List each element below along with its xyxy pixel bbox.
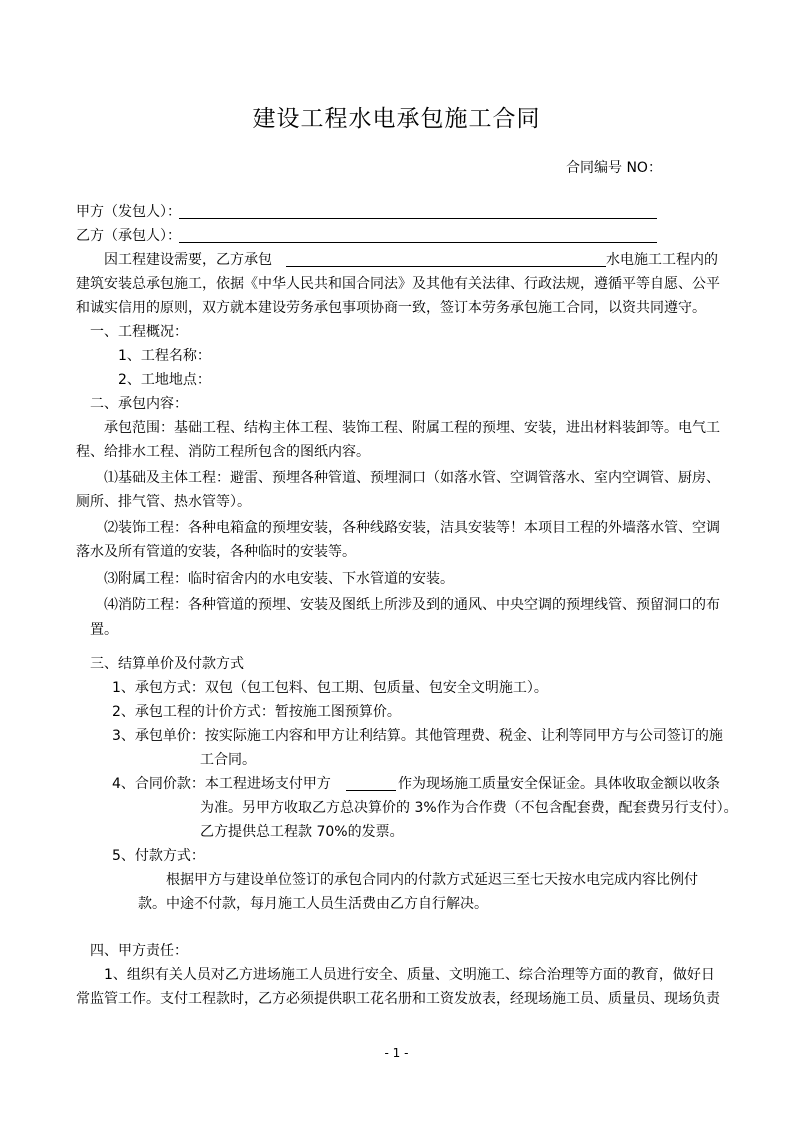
section-4-heading: 四、甲方责任： xyxy=(90,943,188,959)
section-2-heading: 二、承包内容： xyxy=(90,396,188,412)
scope-item-2-line-1: ⑵装饰工程：各种电箱盒的预埋安装，各种线路安装，洁具安装等！本项目工程的外墙落水管、空调 xyxy=(104,520,720,536)
document-title: 建设工程水电承包施工合同 xyxy=(252,106,541,132)
section-1-item-1: 1、工程名称： xyxy=(118,348,211,364)
scope-item-3: ⑶附属工程：临时宿舍内的水电安装、下水管道的安装。 xyxy=(104,571,454,587)
scope-item-4-line-1: ⑷消防工程：各种管道的预埋、安装及图纸上所涉及到的通风、中央空调的预埋线管、预留洞口的布 xyxy=(104,597,720,613)
section-1-heading: 一、工程概况： xyxy=(90,324,188,340)
scope-item-1-line-2: 厕所、排气管、热水管等）。 xyxy=(76,494,251,510)
deposit-amount-blank xyxy=(346,790,396,791)
party-a-label: 甲方（发包人）： xyxy=(76,204,181,220)
scope-line-1: 承包范围：基础工程、结构主体工程、装饰工程、附属工程的预埋、安装，进出材料装卸等。电气工 xyxy=(104,420,720,436)
party-a-duty-line-1: 1、组织有关人员对乙方进场施工人员进行安全、质量、文明施工、综合治理等方面的教育，做好日 xyxy=(104,967,715,983)
payment-method-line-2: 款。中途不付款，每月施工人员生活费由乙方自行解决。 xyxy=(138,896,488,912)
section-1-item-2: 2、工地地点： xyxy=(118,372,211,388)
scope-item-1-line-1: ⑴基础及主体工程：避雷、预埋各种管道、预埋洞口（如落水管、空调管落水、室内空调管、厨房、 xyxy=(104,470,720,486)
settlement-item-5: 5、付款方式： xyxy=(112,848,205,864)
settlement-item-3-line-1: 3、承包单价：按实际施工内容和甲方让利结算。其他管理费、税金、让利等同甲方与公司签订的施 xyxy=(112,728,723,744)
scope-item-4-line-2: 置。 xyxy=(90,622,118,638)
settlement-item-3-line-2: 工合同。 xyxy=(200,752,256,768)
settlement-item-4-line-2: 为准。另甲方收取乙方总决算价的 3%作为合作费（不包含配套费，配套费另行支付）。 xyxy=(200,800,738,816)
contract-number-label: 合同编号 NO： xyxy=(566,160,662,176)
scope-line-2: 程、给排水工程、消防工程所包含的图纸内容。 xyxy=(76,444,370,460)
settlement-item-2: 2、承包工程的计价方式：暂按施工图预算价。 xyxy=(112,704,401,720)
payment-method-line-1: 根据甲方与建设单位签订的承包合同内的付款方式延迟三至七天按水电完成内容比例付 xyxy=(166,872,698,888)
intro-line-1b: 水电施工工程内的 xyxy=(606,252,718,268)
settlement-item-1: 1、承包方式：双包（包工包料、包工期、包质量、包安全文明施工）。 xyxy=(112,680,548,696)
scope-item-2-line-2: 落水及所有管道的安装，各种临时的安装等。 xyxy=(76,544,356,560)
settlement-item-4-line-3: 乙方提供总工程款 70%的发票。 xyxy=(200,824,404,840)
intro-line-1a: 因工程建设需要，乙方承包 xyxy=(104,252,272,268)
party-b-blank xyxy=(179,242,657,243)
section-3-heading: 三、结算单价及付款方式 xyxy=(90,656,244,672)
party-b-label: 乙方（承包人）： xyxy=(76,228,181,244)
page-number: - 1 - xyxy=(384,1046,409,1060)
party-a-blank xyxy=(179,218,657,219)
settlement-item-4-line-1b: 作为现场施工质量安全保证金。具体收取金额以收条 xyxy=(398,776,720,792)
intro-project-blank xyxy=(286,266,606,267)
settlement-item-4-line-1a: 4、合同价款：本工程进场支付甲方 xyxy=(112,776,331,792)
intro-line-2: 建筑安装总承包施工，依据《中华人民共和国合同法》及其他有关法律、行政法规，遵循平等自愿、公平 xyxy=(76,276,720,292)
intro-line-3: 和诚实信用的原则，双方就本建设劳务承包事项协商一致，签订本劳务承包施工合同，以资共同遵守。 xyxy=(76,300,706,316)
party-a-duty-line-2: 常监管工作。支付工程款时，乙方必须提供职工花名册和工资发放表，经现场施工员、质量员、现场负责 xyxy=(76,991,720,1007)
